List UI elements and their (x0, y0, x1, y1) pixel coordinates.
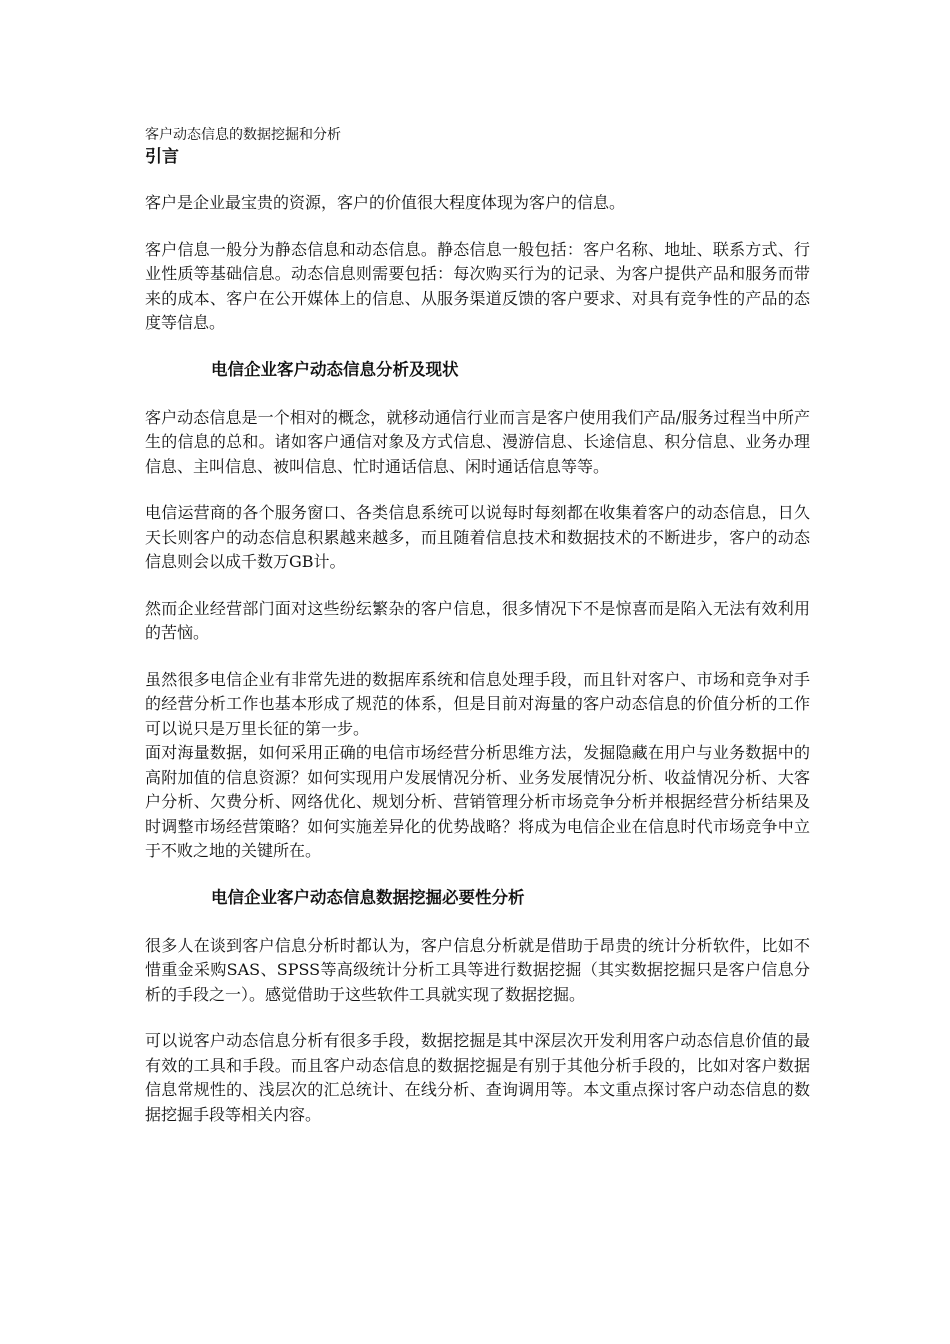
intro-heading: 引言 (145, 147, 179, 167)
paragraph-data-mining-means: 可以说客户动态信息分析有很多手段，数据挖掘是其中深层次开发利用客户动态信息价值的最有效的工具和手段。而且客户动态信息的数据挖掘是有别于其他分析手段的，比如对客户数据信息常规性的、浅层次的汇总统计、在线分析、查询调用等。本文重点探讨客户动态信息的数据挖掘手段等相关内容。 (145, 1031, 810, 1124)
section-heading-status: 电信企业客户动态信息分析及现状 (211, 359, 459, 379)
document-page (145, 125, 810, 1149)
paragraph-operator-collection: 电信运营商的各个服务窗口、各类信息系统可以说每时每刻都在收集着客户的动态信息，日久天长则客户的动态信息积累越来越多，而且随着信息技术和数据技术的不断进步，客户的动态信息则会以成千数万GB计。 (145, 503, 810, 571)
paragraph-dynamic-info-concept: 客户动态信息是一个相对的概念，就移动通信行业而言是客户使用我们产品/服务过程当中所产生的信息的总和。诸如客户通信对象及方式信息、漫游信息、长途信息、积分信息、业务办理信息、主叫信息、被叫信息、忙时通话信息、闲时通话信息等等。 (145, 407, 810, 476)
paragraph-massive-data: 面对海量数据，如何采用正确的电信市场经营分析思维方法，发掘隐藏在用户与业务数据中的高附加值的信息资源？如何实现用户发展情况分析、业务发展情况分析、收益情况分析、大客户分析、欠费分析、网络优化、规划分析、营销管理分析市场竞争分析并根据经营分析结果及时调整市场经营策略？如何实施差异化的优势战略？将成为电信企业在信息时代市场竞争中立于不败之地的关键所在。 (145, 743, 810, 860)
paragraph-customer-value: 客户是企业最宝贵的资源，客户的价值很大程度体现为客户的信息。 (145, 193, 626, 212)
paragraph-statistics-software: 很多人在谈到客户信息分析时都认为，客户信息分析就是借助于昂贵的统计分析软件，比如不惜重金采购SAS、SPSS等高级统计分析工具等进行数据挖掘（其实数据挖掘只是客户信息分析的手段之一）。感觉借助于这些软件工具就实现了数据挖掘。 (145, 935, 810, 1004)
paragraph-database-systems: 虽然很多电信企业有非常先进的数据库系统和信息处理手段，而且针对客户、市场和竞争对手的经营分析工作也基本形成了规范的体系，但是目前对海量的客户动态信息的价值分析的工作可以说只是万里长征的第一步。 (145, 669, 810, 738)
paragraph-department-trouble: 然而企业经营部门面对这些纷纭繁杂的客户信息，很多情况下不是惊喜而是陷入无法有效利用的苦恼。 (145, 598, 810, 642)
paragraph-static-dynamic-info: 客户信息一般分为静态信息和动态信息。静态信息一般包括：客户名称、地址、联系方式、行业性质等基础信息。动态信息则需要包括：每次购买行为的记录、为客户提供产品和服务而带来的成本、客户在公开媒体上的信息、从服务渠道反馈的客户要求、对具有竞争性的产品的态度等信息。 (145, 239, 810, 332)
document-title: 客户动态信息的数据挖掘和分析 (145, 127, 341, 143)
section-heading-necessity: 电信企业客户动态信息数据挖掘必要性分析 (211, 887, 525, 907)
